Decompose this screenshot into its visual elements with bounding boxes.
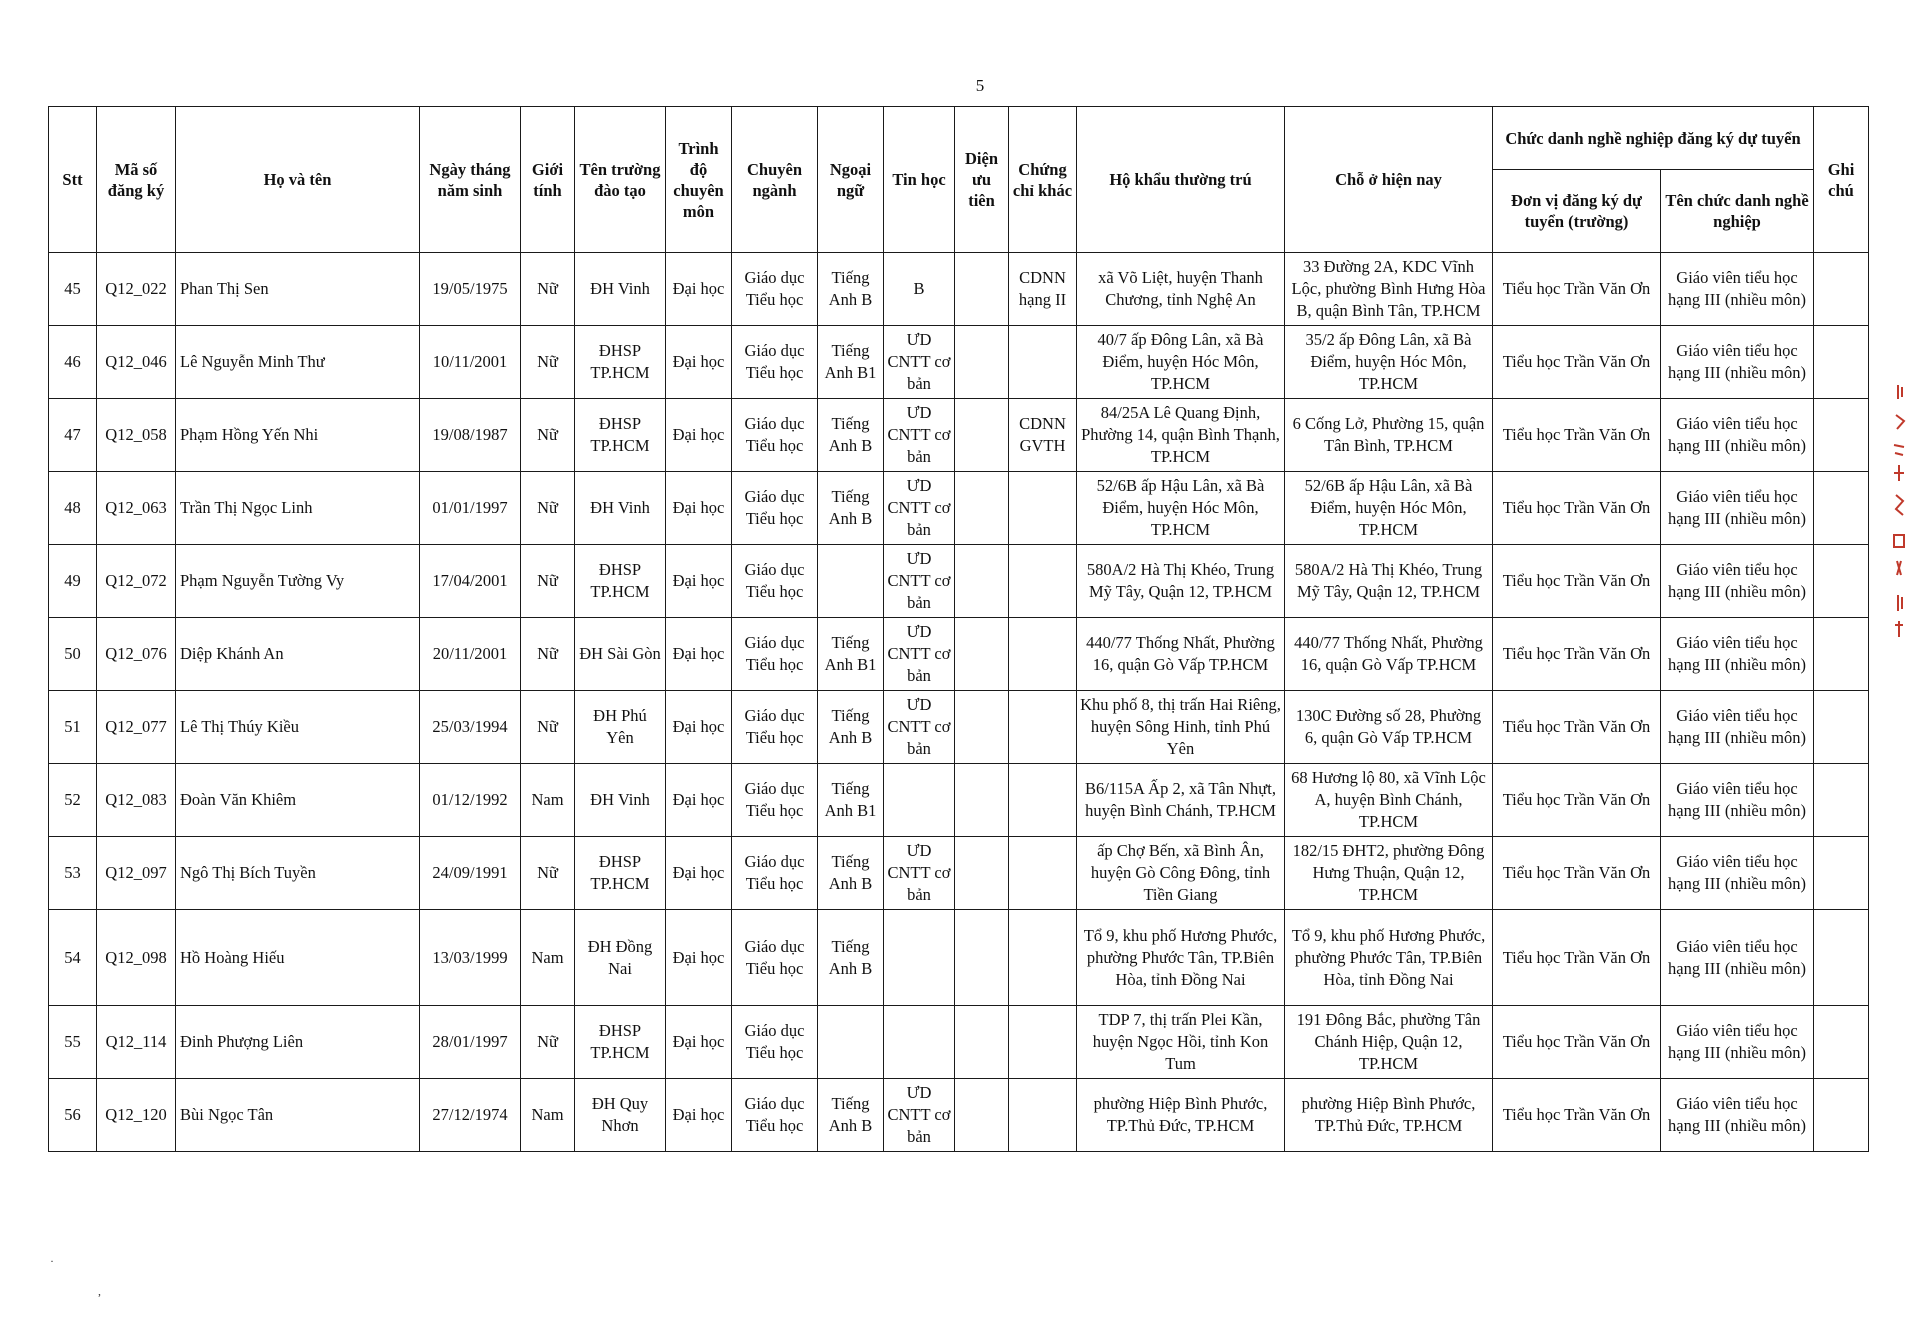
- cell-gioi-tinh: Nam: [521, 910, 575, 1006]
- cell-trinh-do: Đại học: [666, 837, 732, 910]
- cell-ho-khau: B6/115A Ấp 2, xã Tân Nhựt, huyện Bình Chánh, TP.HCM: [1077, 764, 1285, 837]
- cell-cho-o: 6 Cống Lở, Phường 15, quận Tân Bình, TP.HCM: [1285, 399, 1493, 472]
- cell-tin-hoc: ƯD CNTT cơ bản: [884, 472, 955, 545]
- cell-chung-chi: [1009, 1006, 1077, 1079]
- cell-chuyen-nganh: Giáo dục Tiểu học: [732, 691, 818, 764]
- cell-stt: 46: [49, 326, 97, 399]
- cell-ngay-sinh: 01/12/1992: [420, 764, 521, 837]
- cell-ma-so: Q12_058: [97, 399, 176, 472]
- cell-chung-chi: [1009, 910, 1077, 1006]
- cell-ho-ten: Bùi Ngọc Tân: [176, 1079, 420, 1152]
- cell-gioi-tinh: Nữ: [521, 472, 575, 545]
- cell-ghi-chu: [1814, 1079, 1869, 1152]
- cell-tin-hoc: [884, 764, 955, 837]
- cell-truong: ĐH Phú Yên: [575, 691, 666, 764]
- cell-trinh-do: Đại học: [666, 472, 732, 545]
- cell-ngay-sinh: 01/01/1997: [420, 472, 521, 545]
- cell-cho-o: 68 Hương lộ 80, xã Vĩnh Lộc A, huyện Bình Chánh, TP.HCM: [1285, 764, 1493, 837]
- cell-chuc-danh: Giáo viên tiểu học hạng III (nhiều môn): [1661, 1006, 1814, 1079]
- cell-dien-uu-tien: [955, 326, 1009, 399]
- cell-ho-ten: Lê Nguyễn Minh Thư: [176, 326, 420, 399]
- cell-chung-chi: [1009, 837, 1077, 910]
- cell-ghi-chu: [1814, 691, 1869, 764]
- cell-ho-khau: 580A/2 Hà Thị Khéo, Trung Mỹ Tây, Quận 12, TP.HCM: [1077, 545, 1285, 618]
- cell-ho-khau: 52/6B ấp Hậu Lân, xã Bà Điểm, huyện Hóc Môn, TP.HCM: [1077, 472, 1285, 545]
- cell-trinh-do: Đại học: [666, 618, 732, 691]
- cell-chuyen-nganh: Giáo dục Tiểu học: [732, 1079, 818, 1152]
- cell-ma-so: Q12_083: [97, 764, 176, 837]
- cell-ngay-sinh: 17/04/2001: [420, 545, 521, 618]
- cell-dien-uu-tien: [955, 691, 1009, 764]
- cell-stt: 45: [49, 253, 97, 326]
- cell-stt: 53: [49, 837, 97, 910]
- cell-stt: 51: [49, 691, 97, 764]
- cell-truong: ĐH Quy Nhơn: [575, 1079, 666, 1152]
- cell-ngoai-ngu: Tiếng Anh B1: [818, 326, 884, 399]
- table-row: [49, 837, 1869, 910]
- header-gioi-tinh: Giới tính: [521, 107, 575, 253]
- cell-cho-o: 182/15 ĐHT2, phường Đông Hưng Thuận, Quận 12, TP.HCM: [1285, 837, 1493, 910]
- cell-ngoai-ngu: Tiếng Anh B: [818, 472, 884, 545]
- cell-ho-khau: ấp Chợ Bến, xã Bình Ân, huyện Gò Công Đông, tỉnh Tiền Giang: [1077, 837, 1285, 910]
- cell-ma-so: Q12_076: [97, 618, 176, 691]
- table-row: [49, 326, 1869, 399]
- cell-chung-chi: [1009, 326, 1077, 399]
- cell-ngay-sinh: 27/12/1974: [420, 1079, 521, 1152]
- cell-ghi-chu: [1814, 326, 1869, 399]
- cell-tin-hoc: ƯD CNTT cơ bản: [884, 618, 955, 691]
- cell-gioi-tinh: Nữ: [521, 618, 575, 691]
- table-row: [49, 910, 1869, 1006]
- cell-chuc-danh: Giáo viên tiểu học hạng III (nhiều môn): [1661, 764, 1814, 837]
- cell-chung-chi: [1009, 618, 1077, 691]
- cell-ghi-chu: [1814, 253, 1869, 326]
- header-chung-chi: Chứng chỉ khác: [1009, 107, 1077, 253]
- table-row: [49, 1006, 1869, 1079]
- header-cho-o: Chỗ ở hiện nay: [1285, 107, 1493, 253]
- cell-dien-uu-tien: [955, 618, 1009, 691]
- cell-chuc-danh: Giáo viên tiểu học hạng III (nhiều môn): [1661, 691, 1814, 764]
- cell-ngoai-ngu: Tiếng Anh B: [818, 837, 884, 910]
- cell-gioi-tinh: Nữ: [521, 691, 575, 764]
- cell-tin-hoc: ƯD CNTT cơ bản: [884, 837, 955, 910]
- cell-ghi-chu: [1814, 472, 1869, 545]
- cell-truong: ĐH Sài Gòn: [575, 618, 666, 691]
- cell-stt: 47: [49, 399, 97, 472]
- cell-ngay-sinh: 10/11/2001: [420, 326, 521, 399]
- cell-chuc-danh: Giáo viên tiểu học hạng III (nhiều môn): [1661, 1079, 1814, 1152]
- cell-dien-uu-tien: [955, 472, 1009, 545]
- cell-truong: ĐH Vinh: [575, 472, 666, 545]
- cell-ho-ten: Phan Thị Sen: [176, 253, 420, 326]
- cell-ghi-chu: [1814, 910, 1869, 1006]
- cell-chuyen-nganh: Giáo dục Tiểu học: [732, 545, 818, 618]
- cell-ngay-sinh: 28/01/1997: [420, 1006, 521, 1079]
- cell-ngoai-ngu: Tiếng Anh B: [818, 691, 884, 764]
- cell-ho-khau: 84/25A Lê Quang Định, Phường 14, quận Bình Thạnh, TP.HCM: [1077, 399, 1285, 472]
- cell-ngoai-ngu: Tiếng Anh B1: [818, 764, 884, 837]
- cell-gioi-tinh: Nữ: [521, 399, 575, 472]
- cell-truong: ĐHSP TP.HCM: [575, 399, 666, 472]
- cell-ho-khau: 40/7 ấp Đông Lân, xã Bà Điểm, huyện Hóc Môn, TP.HCM: [1077, 326, 1285, 399]
- cell-gioi-tinh: Nữ: [521, 837, 575, 910]
- cell-trinh-do: Đại học: [666, 764, 732, 837]
- cell-truong: ĐHSP TP.HCM: [575, 545, 666, 618]
- cell-ho-ten: Ngô Thị Bích Tuyền: [176, 837, 420, 910]
- cell-ghi-chu: [1814, 399, 1869, 472]
- cell-ngay-sinh: 20/11/2001: [420, 618, 521, 691]
- header-ho-ten: Họ và tên: [176, 107, 420, 253]
- cell-cho-o: 52/6B ấp Hậu Lân, xã Bà Điểm, huyện Hóc Môn, TP.HCM: [1285, 472, 1493, 545]
- cell-tin-hoc: [884, 910, 955, 1006]
- red-stamp-mark: [1888, 385, 1910, 645]
- cell-chuc-danh: Giáo viên tiểu học hạng III (nhiều môn): [1661, 253, 1814, 326]
- header-truong: Tên trường đào tạo: [575, 107, 666, 253]
- page-number: 5: [975, 76, 985, 95]
- cell-ma-so: Q12_022: [97, 253, 176, 326]
- cell-chuc-danh: Giáo viên tiểu học hạng III (nhiều môn): [1661, 472, 1814, 545]
- cell-don-vi: Tiểu học Trần Văn Ơn: [1493, 472, 1661, 545]
- header-ho-khau: Hộ khẩu thường trú: [1077, 107, 1285, 253]
- cell-dien-uu-tien: [955, 1006, 1009, 1079]
- cell-chuyen-nganh: Giáo dục Tiểu học: [732, 837, 818, 910]
- cell-gioi-tinh: Nam: [521, 764, 575, 837]
- cell-ngoai-ngu: Tiếng Anh B: [818, 1079, 884, 1152]
- cell-ho-ten: Đinh Phượng Liên: [176, 1006, 420, 1079]
- header-dien-uu-tien: Diện ưu tiên: [955, 107, 1009, 253]
- table-row: [49, 545, 1869, 618]
- cell-chuc-danh: Giáo viên tiểu học hạng III (nhiều môn): [1661, 545, 1814, 618]
- cell-ngay-sinh: 25/03/1994: [420, 691, 521, 764]
- cell-don-vi: Tiểu học Trần Văn Ơn: [1493, 837, 1661, 910]
- cell-chuyen-nganh: Giáo dục Tiểu học: [732, 326, 818, 399]
- table-row: [49, 691, 1869, 764]
- cell-chuyen-nganh: Giáo dục Tiểu học: [732, 764, 818, 837]
- cell-chung-chi: [1009, 691, 1077, 764]
- cell-chuyen-nganh: Giáo dục Tiểu học: [732, 253, 818, 326]
- cell-ho-khau: Khu phố 8, thị trấn Hai Riêng, huyện Sông Hinh, tỉnh Phú Yên: [1077, 691, 1285, 764]
- cell-stt: 54: [49, 910, 97, 1006]
- scan-speck: ,: [98, 1284, 101, 1298]
- cell-dien-uu-tien: [955, 764, 1009, 837]
- cell-chuc-danh: Giáo viên tiểu học hạng III (nhiều môn): [1661, 326, 1814, 399]
- table-row: [49, 764, 1869, 837]
- header-ghi-chu: Ghi chú: [1814, 107, 1869, 253]
- header-ngay-sinh: Ngày tháng năm sinh: [420, 107, 521, 253]
- cell-dien-uu-tien: [955, 910, 1009, 1006]
- cell-ngoai-ngu: Tiếng Anh B: [818, 253, 884, 326]
- cell-ngay-sinh: 19/08/1987: [420, 399, 521, 472]
- header-ngoai-ngu: Ngoại ngữ: [818, 107, 884, 253]
- cell-truong: ĐH Vinh: [575, 253, 666, 326]
- cell-chung-chi: [1009, 472, 1077, 545]
- cell-dien-uu-tien: [955, 399, 1009, 472]
- cell-chuc-danh: Giáo viên tiểu học hạng III (nhiều môn): [1661, 910, 1814, 1006]
- cell-tin-hoc: B: [884, 253, 955, 326]
- cell-gioi-tinh: Nữ: [521, 545, 575, 618]
- cell-trinh-do: Đại học: [666, 691, 732, 764]
- header-chuyen-nganh: Chuyên ngành: [732, 107, 818, 253]
- cell-chung-chi: [1009, 764, 1077, 837]
- cell-ngay-sinh: 19/05/1975: [420, 253, 521, 326]
- cell-stt: 56: [49, 1079, 97, 1152]
- cell-ghi-chu: [1814, 545, 1869, 618]
- cell-stt: 52: [49, 764, 97, 837]
- cell-don-vi: Tiểu học Trần Văn Ơn: [1493, 1006, 1661, 1079]
- cell-ho-ten: Phạm Nguyễn Tường Vy: [176, 545, 420, 618]
- cell-ho-ten: Diệp Khánh An: [176, 618, 420, 691]
- cell-cho-o: phường Hiệp Bình Phước, TP.Thủ Đức, TP.HCM: [1285, 1079, 1493, 1152]
- cell-ho-khau: Tổ 9, khu phố Hương Phước, phường Phước Tân, TP.Biên Hòa, tỉnh Đồng Nai: [1077, 910, 1285, 1006]
- cell-chuc-danh: Giáo viên tiểu học hạng III (nhiều môn): [1661, 618, 1814, 691]
- cell-dien-uu-tien: [955, 253, 1009, 326]
- cell-ghi-chu: [1814, 837, 1869, 910]
- cell-ho-ten: Trần Thị Ngọc Linh: [176, 472, 420, 545]
- cell-ngoai-ngu: Tiếng Anh B: [818, 399, 884, 472]
- cell-ma-so: Q12_114: [97, 1006, 176, 1079]
- header-tin-hoc: Tin học: [884, 107, 955, 253]
- cell-ma-so: Q12_120: [97, 1079, 176, 1152]
- cell-don-vi: Tiểu học Trần Văn Ơn: [1493, 691, 1661, 764]
- table-row: [49, 472, 1869, 545]
- cell-dien-uu-tien: [955, 837, 1009, 910]
- table-row: [49, 1079, 1869, 1152]
- cell-ngoai-ngu: [818, 1006, 884, 1079]
- cell-ghi-chu: [1814, 764, 1869, 837]
- cell-don-vi: Tiểu học Trần Văn Ơn: [1493, 1079, 1661, 1152]
- cell-don-vi: Tiểu học Trần Văn Ơn: [1493, 618, 1661, 691]
- cell-cho-o: 33 Đường 2A, KDC Vĩnh Lộc, phường Bình Hưng Hòa B, quận Bình Tân, TP.HCM: [1285, 253, 1493, 326]
- header-chuc-danh-group: Chức danh nghề nghiệp đăng ký dự tuyển: [1493, 107, 1814, 170]
- cell-don-vi: Tiểu học Trần Văn Ơn: [1493, 910, 1661, 1006]
- cell-trinh-do: Đại học: [666, 910, 732, 1006]
- cell-ho-khau: TDP 7, thị trấn Plei Kần, huyện Ngọc Hồi, tỉnh Kon Tum: [1077, 1006, 1285, 1079]
- cell-chuyen-nganh: Giáo dục Tiểu học: [732, 472, 818, 545]
- scan-speck: ·: [50, 1254, 54, 1268]
- cell-don-vi: Tiểu học Trần Văn Ơn: [1493, 253, 1661, 326]
- cell-ghi-chu: [1814, 1006, 1869, 1079]
- cell-ma-so: Q12_097: [97, 837, 176, 910]
- cell-trinh-do: Đại học: [666, 1079, 732, 1152]
- cell-tin-hoc: ƯD CNTT cơ bản: [884, 326, 955, 399]
- cell-trinh-do: Đại học: [666, 326, 732, 399]
- header-row: [49, 107, 1869, 170]
- cell-cho-o: 130C Đường số 28, Phường 6, quận Gò Vấp TP.HCM: [1285, 691, 1493, 764]
- cell-ho-ten: Đoàn Văn Khiêm: [176, 764, 420, 837]
- cell-cho-o: 580A/2 Hà Thị Khéo, Trung Mỹ Tây, Quận 12, TP.HCM: [1285, 545, 1493, 618]
- cell-cho-o: 191 Đông Bắc, phường Tân Chánh Hiệp, Quận 12, TP.HCM: [1285, 1006, 1493, 1079]
- cell-don-vi: Tiểu học Trần Văn Ơn: [1493, 326, 1661, 399]
- cell-ngay-sinh: 13/03/1999: [420, 910, 521, 1006]
- cell-tin-hoc: ƯD CNTT cơ bản: [884, 545, 955, 618]
- table-row: [49, 399, 1869, 472]
- header-ten-chuc-danh: Tên chức danh nghề nghiệp: [1661, 170, 1814, 253]
- cell-ho-khau: phường Hiệp Bình Phước, TP.Thủ Đức, TP.HCM: [1077, 1079, 1285, 1152]
- cell-ngoai-ngu: [818, 545, 884, 618]
- table-row: [49, 253, 1869, 326]
- cell-truong: ĐH Vinh: [575, 764, 666, 837]
- cell-tin-hoc: ƯD CNTT cơ bản: [884, 691, 955, 764]
- cell-don-vi: Tiểu học Trần Văn Ơn: [1493, 545, 1661, 618]
- cell-dien-uu-tien: [955, 1079, 1009, 1152]
- candidate-table: [48, 106, 1869, 1152]
- cell-trinh-do: Đại học: [666, 545, 732, 618]
- cell-truong: ĐHSP TP.HCM: [575, 326, 666, 399]
- cell-trinh-do: Đại học: [666, 399, 732, 472]
- cell-cho-o: 35/2 ấp Đông Lân, xã Bà Điểm, huyện Hóc Môn, TP.HCM: [1285, 326, 1493, 399]
- cell-ho-ten: Hồ Hoàng Hiếu: [176, 910, 420, 1006]
- cell-cho-o: 440/77 Thống Nhất, Phường 16, quận Gò Vấp TP.HCM: [1285, 618, 1493, 691]
- header-don-vi: Đơn vị đăng ký dự tuyển (trường): [1493, 170, 1661, 253]
- cell-tin-hoc: ƯD CNTT cơ bản: [884, 399, 955, 472]
- table-row: [49, 618, 1869, 691]
- cell-chung-chi: [1009, 545, 1077, 618]
- cell-gioi-tinh: Nữ: [521, 326, 575, 399]
- cell-ma-so: Q12_098: [97, 910, 176, 1006]
- cell-chuyen-nganh: Giáo dục Tiểu học: [732, 618, 818, 691]
- cell-ho-khau: 440/77 Thống Nhất, Phường 16, quận Gò Vấp TP.HCM: [1077, 618, 1285, 691]
- header-ma-so: Mã số đăng ký: [97, 107, 176, 253]
- cell-ngay-sinh: 24/09/1991: [420, 837, 521, 910]
- cell-ho-khau: xã Võ Liệt, huyện Thanh Chương, tỉnh Nghệ An: [1077, 253, 1285, 326]
- cell-stt: 49: [49, 545, 97, 618]
- cell-stt: 50: [49, 618, 97, 691]
- cell-don-vi: Tiểu học Trần Văn Ơn: [1493, 399, 1661, 472]
- cell-ma-so: Q12_046: [97, 326, 176, 399]
- cell-ho-ten: Phạm Hồng Yến Nhi: [176, 399, 420, 472]
- cell-tin-hoc: ƯD CNTT cơ bản: [884, 1079, 955, 1152]
- cell-truong: ĐHSP TP.HCM: [575, 837, 666, 910]
- cell-chung-chi: [1009, 1079, 1077, 1152]
- cell-chuc-danh: Giáo viên tiểu học hạng III (nhiều môn): [1661, 837, 1814, 910]
- cell-truong: ĐHSP TP.HCM: [575, 1006, 666, 1079]
- cell-gioi-tinh: Nữ: [521, 1006, 575, 1079]
- cell-don-vi: Tiểu học Trần Văn Ơn: [1493, 764, 1661, 837]
- cell-trinh-do: Đại học: [666, 253, 732, 326]
- cell-cho-o: Tổ 9, khu phố Hương Phước, phường Phước Tân, TP.Biên Hòa, tỉnh Đồng Nai: [1285, 910, 1493, 1006]
- cell-chuyen-nganh: Giáo dục Tiểu học: [732, 910, 818, 1006]
- cell-gioi-tinh: Nam: [521, 1079, 575, 1152]
- cell-ma-so: Q12_077: [97, 691, 176, 764]
- cell-trinh-do: Đại học: [666, 1006, 732, 1079]
- cell-ma-so: Q12_063: [97, 472, 176, 545]
- cell-stt: 48: [49, 472, 97, 545]
- header-stt: Stt: [49, 107, 97, 253]
- cell-chung-chi: CDNN hạng II: [1009, 253, 1077, 326]
- cell-truong: ĐH Đồng Nai: [575, 910, 666, 1006]
- cell-ghi-chu: [1814, 618, 1869, 691]
- cell-ngoai-ngu: Tiếng Anh B1: [818, 618, 884, 691]
- cell-chuc-danh: Giáo viên tiểu học hạng III (nhiều môn): [1661, 399, 1814, 472]
- cell-tin-hoc: [884, 1006, 955, 1079]
- header-trinh-do: Trình độ chuyên môn: [666, 107, 732, 253]
- cell-stt: 55: [49, 1006, 97, 1079]
- cell-gioi-tinh: Nữ: [521, 253, 575, 326]
- cell-chung-chi: CDNN GVTH: [1009, 399, 1077, 472]
- cell-dien-uu-tien: [955, 545, 1009, 618]
- cell-ho-ten: Lê Thị Thúy Kiều: [176, 691, 420, 764]
- cell-chuyen-nganh: Giáo dục Tiểu học: [732, 399, 818, 472]
- cell-ma-so: Q12_072: [97, 545, 176, 618]
- cell-chuyen-nganh: Giáo dục Tiểu học: [732, 1006, 818, 1079]
- cell-ngoai-ngu: Tiếng Anh B: [818, 910, 884, 1006]
